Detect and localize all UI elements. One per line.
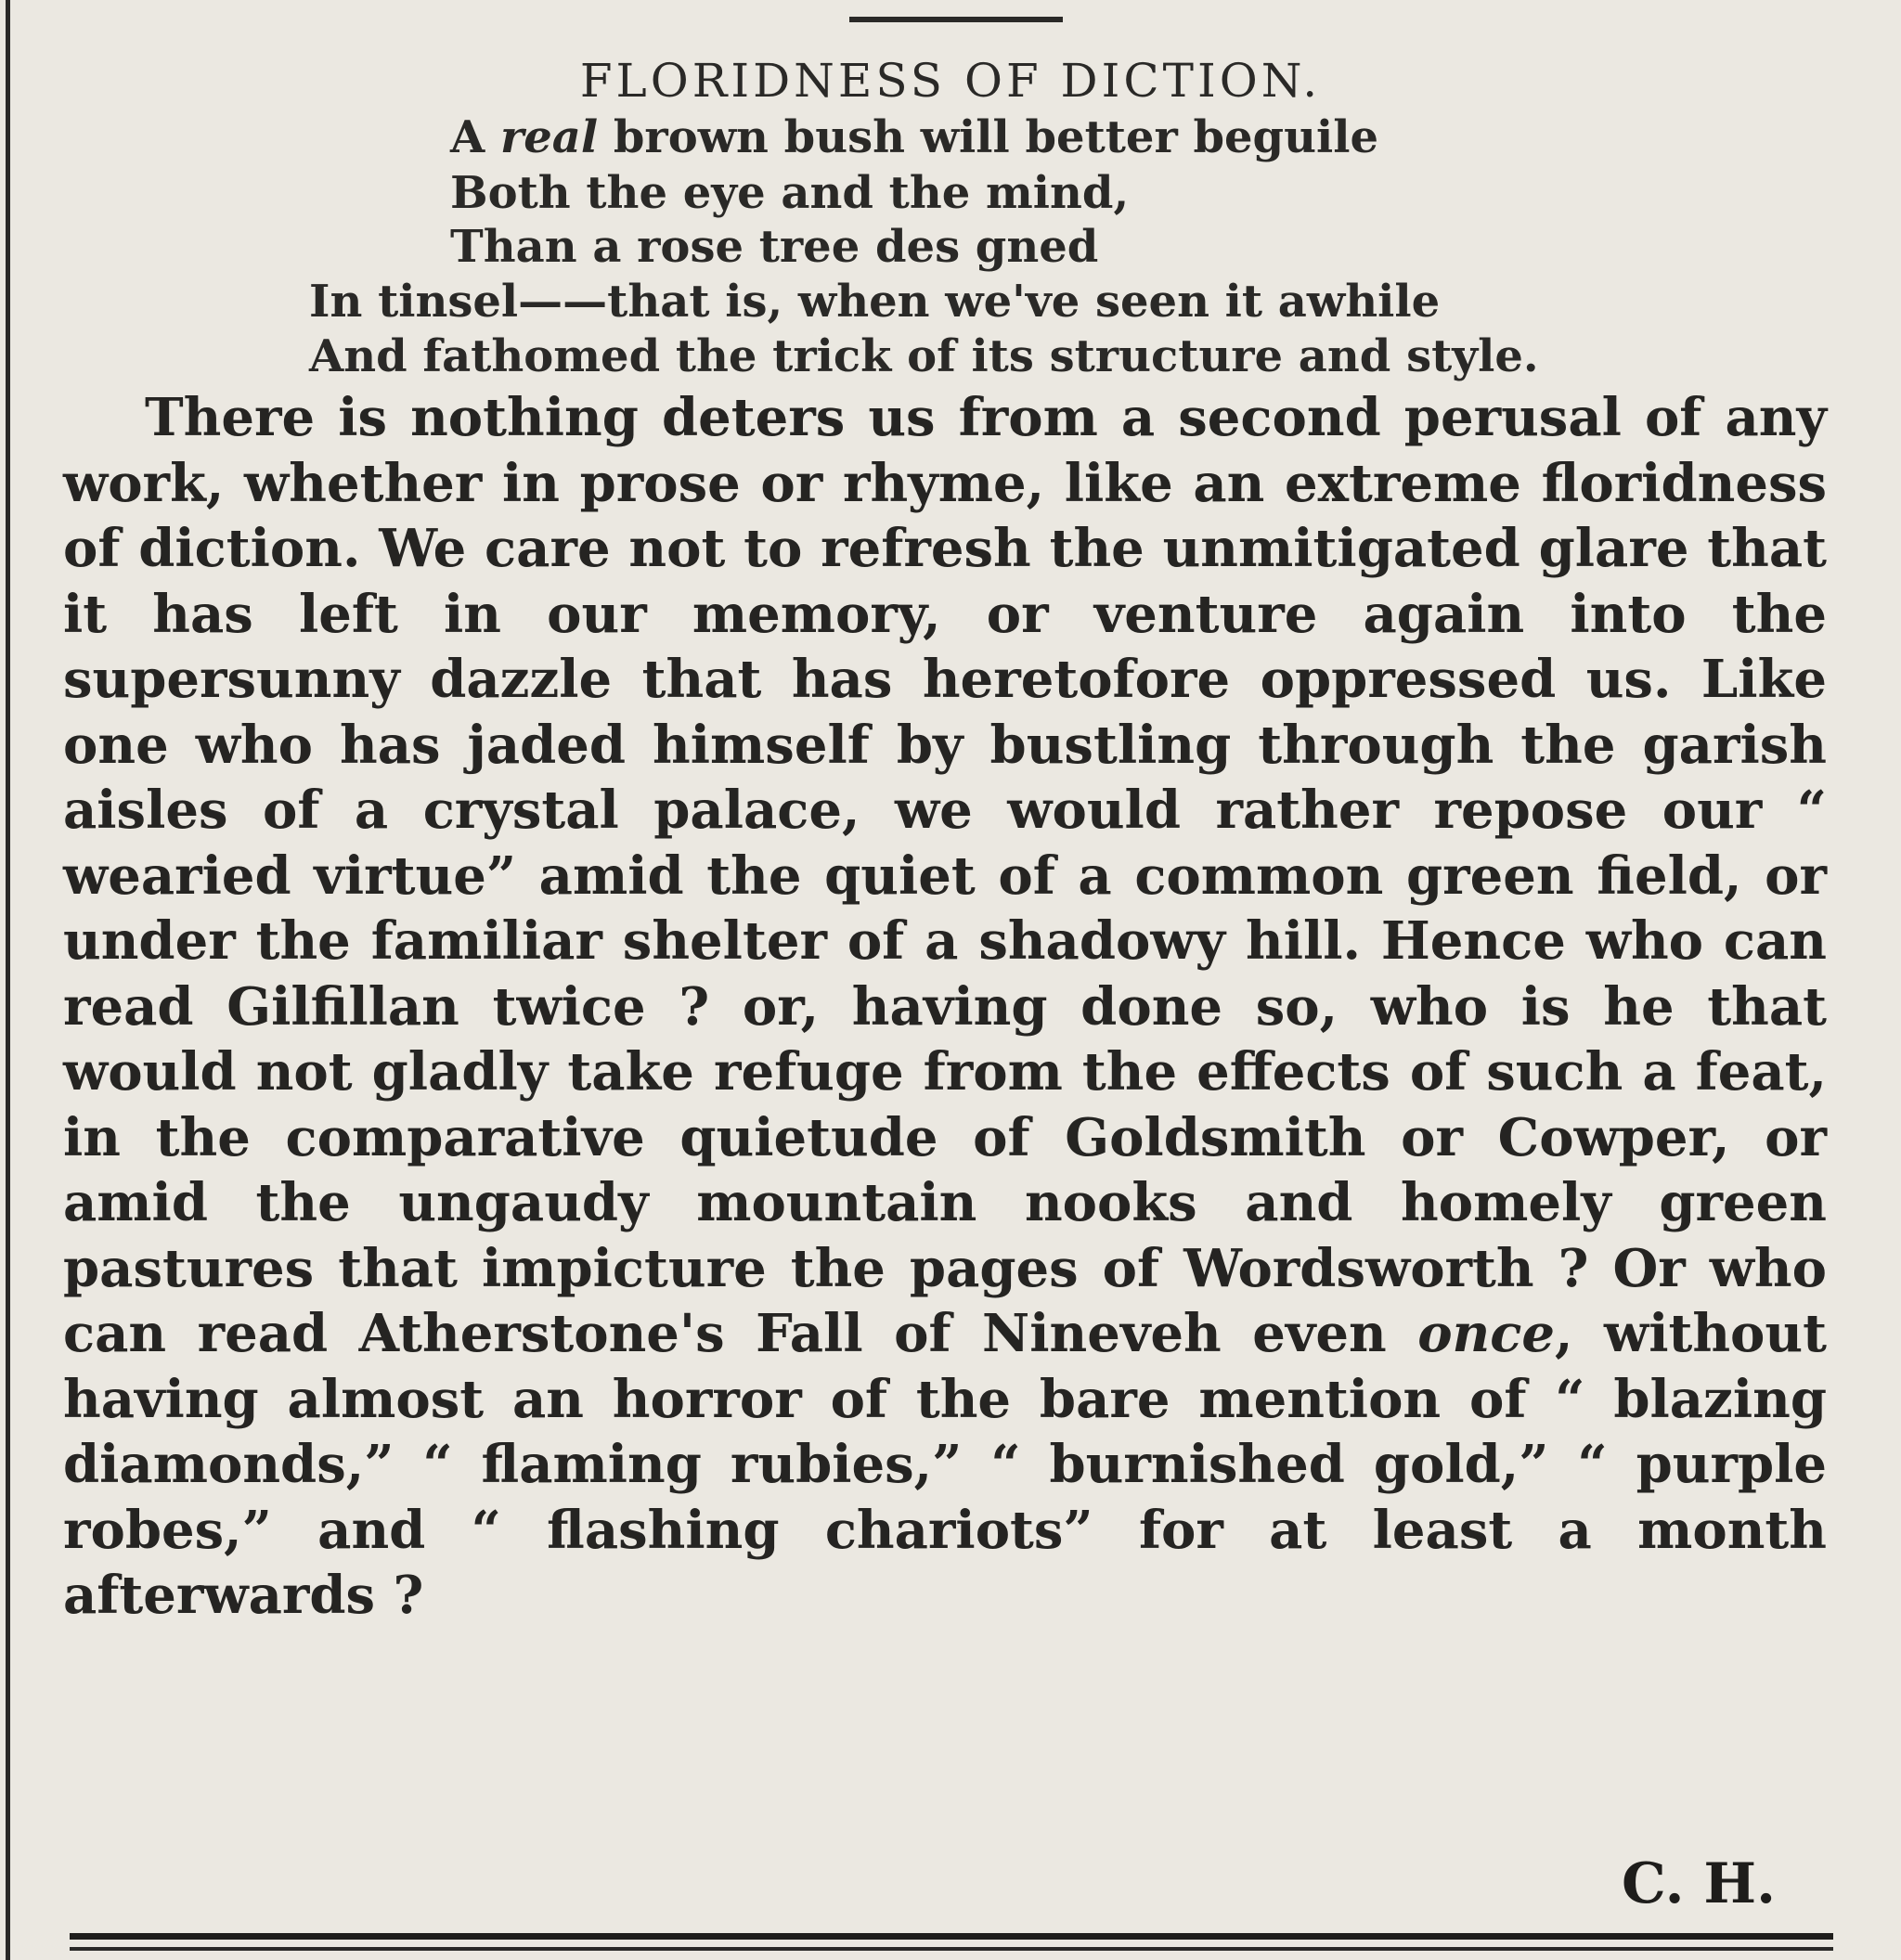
author-signature: C. H. (1621, 1851, 1776, 1916)
column-left-rule (6, 0, 10, 1960)
poem-line-1 (450, 111, 1378, 163)
poem-line-1-end: brown bush will better beguile (598, 111, 1379, 163)
section-separator-dash (849, 17, 1063, 22)
poem-line-5: And fathomed the trick of its structure and style. (309, 330, 1539, 382)
article-headline: FLORIDNESS OF DICTION. (579, 54, 1322, 108)
closing-rule-thin (70, 1947, 1833, 1951)
poem-line-2: Both the eye and the mind, (450, 167, 1130, 219)
article-body-part-1: There is nothing deters us from a second perusal of any work, whether in prose or rhyme, like an extreme floridness of diction. We care not to refresh the unmitigated glare that it has left in our memory, or venture again into the supersunny dazzle that has heretofore oppressed us. Like one who has jaded himself by bustling through the garish aisles of a crystal palace, we would rather repose our “ wearied virtue” amid the quiet of a common green field, or under the familiar shelter of a shadowy hill. Hence who can read Gilfillan twice ? or, having done so, who is he that would not gladly take refuge from the effects of such a feat, in the comparative quietude of Goldsmith or Cowper, or amid the ungaudy mountain nooks and homely green pastures that impicture the pages of Wordsworth ? Or who can read Atherstone's Fall of Nineveh even (63, 387, 1827, 1364)
article-body (63, 385, 1827, 1629)
article-body-italic: once (1417, 1303, 1555, 1364)
poem-line-3: Than a rose tree des gned (450, 221, 1099, 273)
poem-line-4: In tinsel——that is, when we've seen it awhile (309, 276, 1441, 328)
poem-line-1-start: A (450, 111, 500, 163)
poem-line-1-italic: real (499, 111, 599, 163)
closing-rule-thick (70, 1933, 1833, 1940)
article-body-part-2: , without having almost an horror of the bare mention of “ blazing diamonds,” “ flaming rubies,” “ burnished gold,” “ purple robes,” and “ flashing chariots” for at least a month afterwards ? (63, 1303, 1827, 1626)
